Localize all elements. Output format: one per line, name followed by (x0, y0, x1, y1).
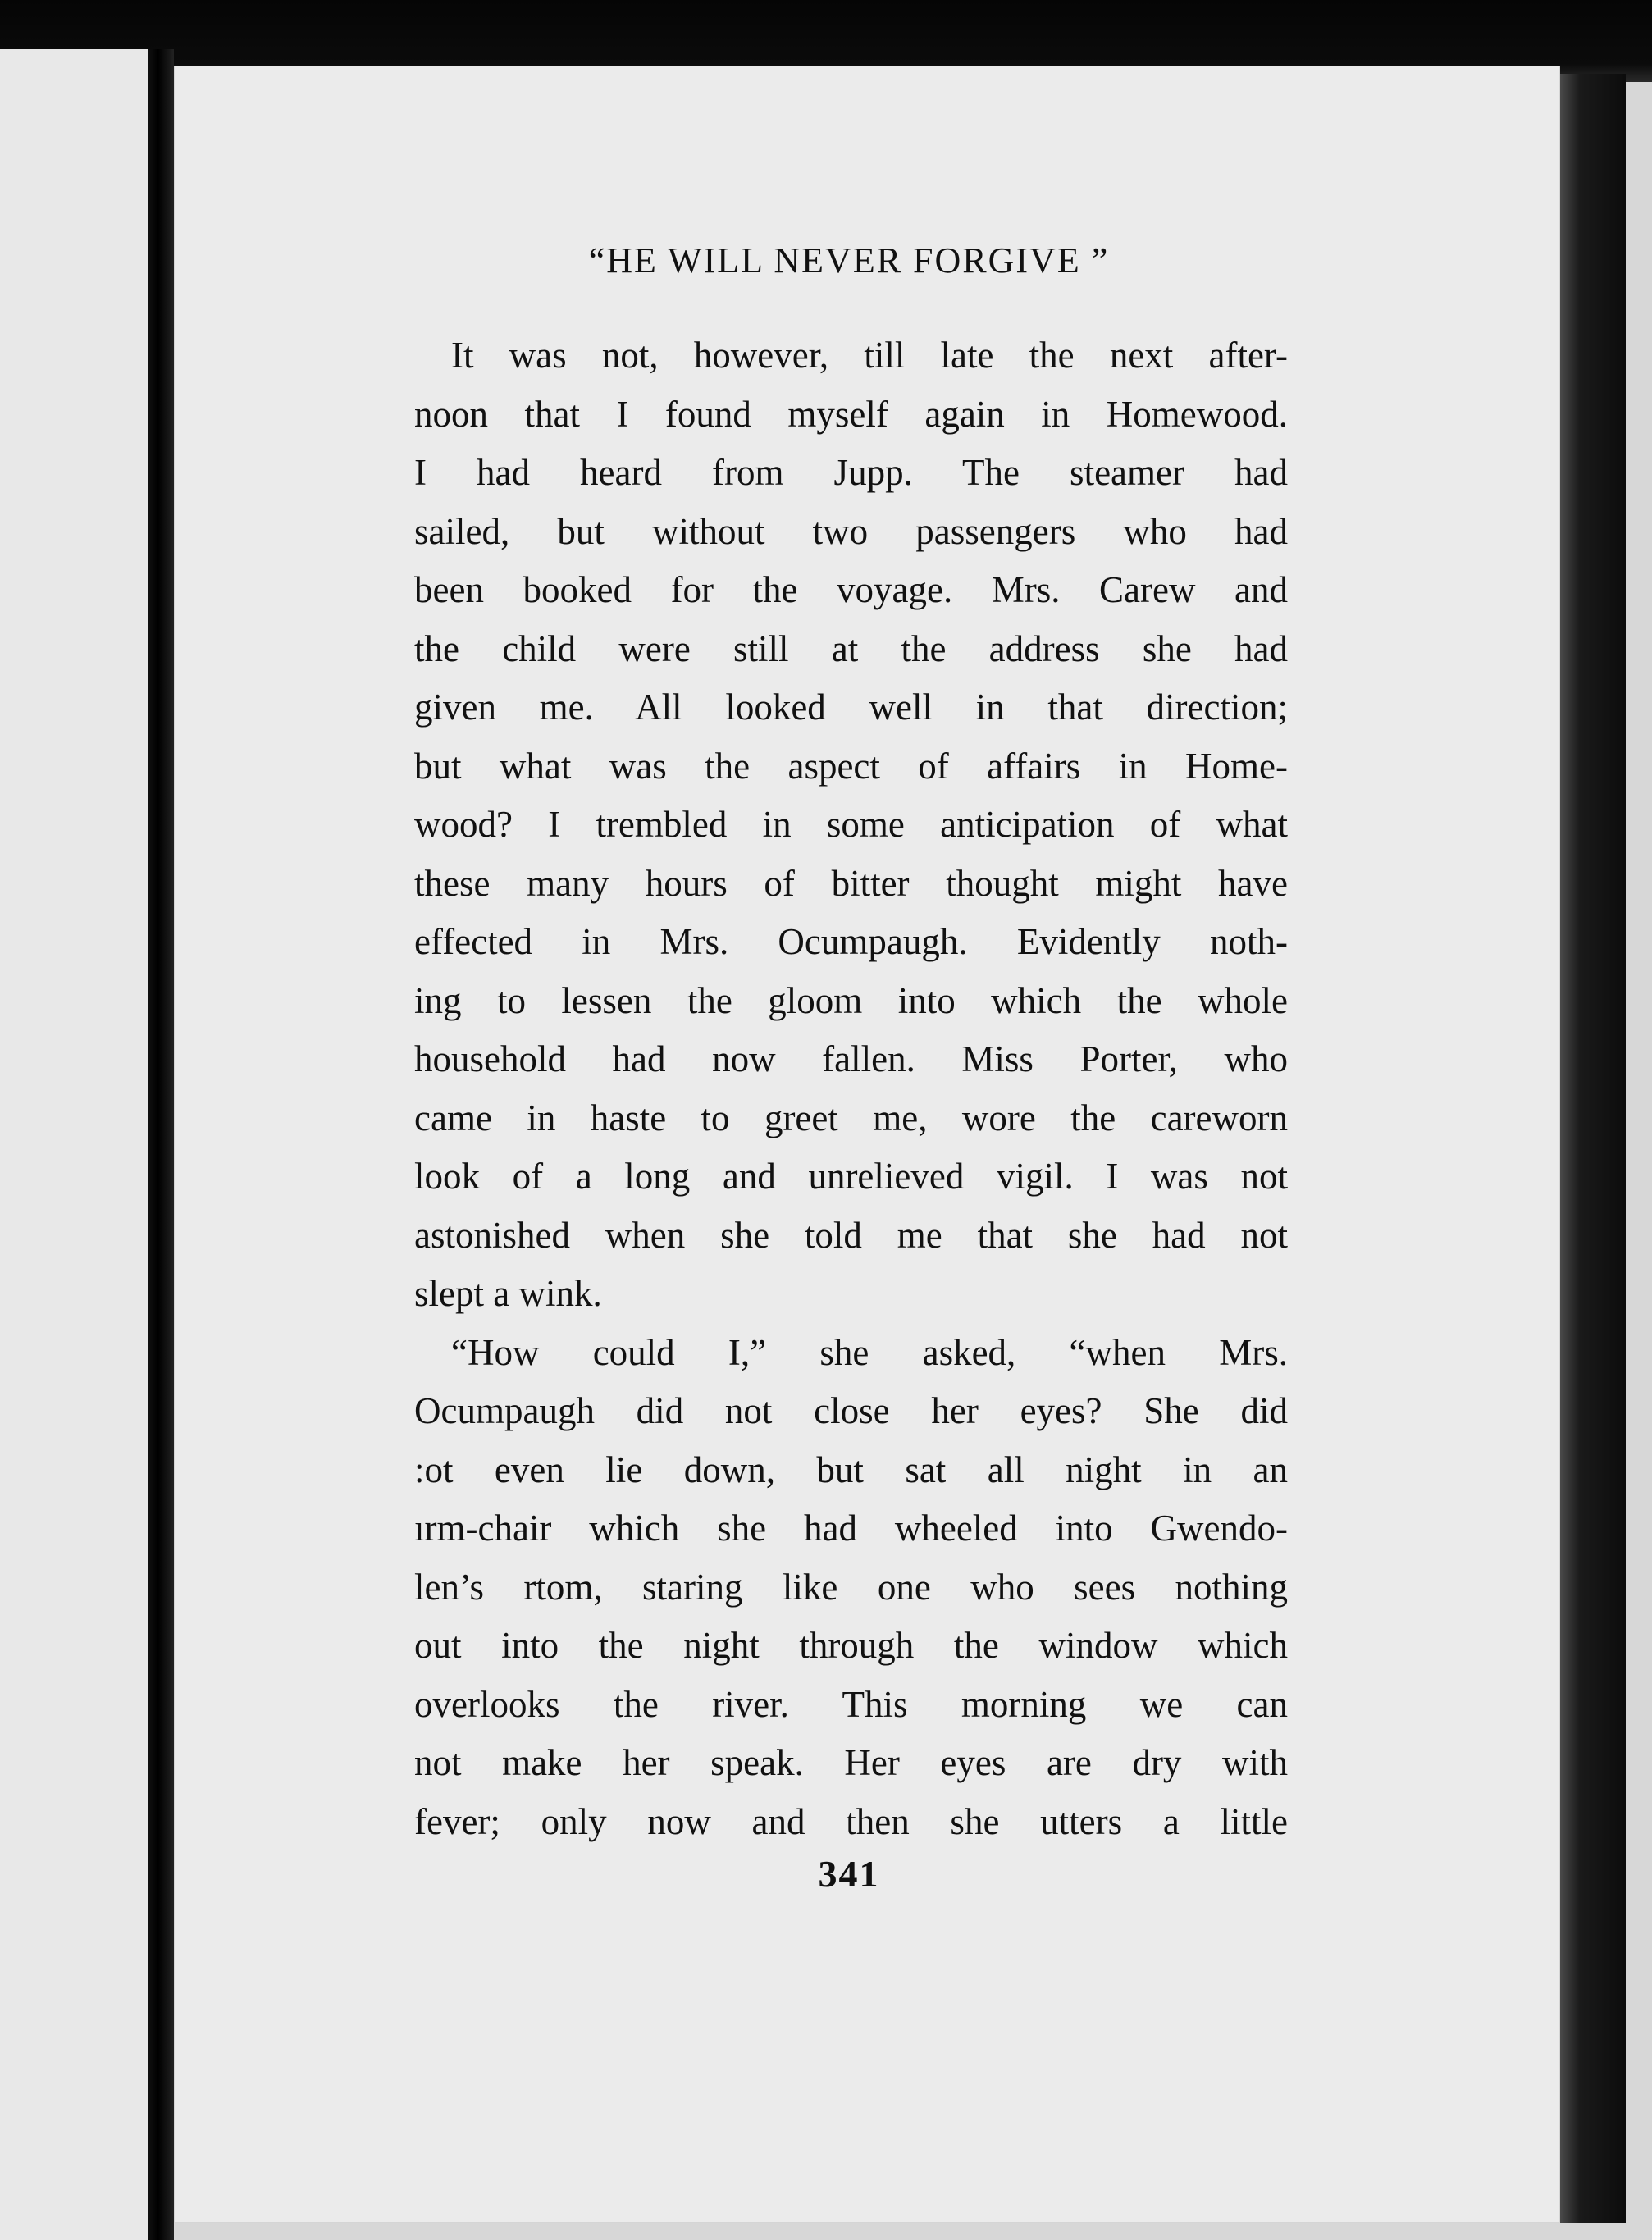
page-body-text (414, 326, 1288, 1851)
previous-page-edge (0, 49, 148, 2240)
text-line: sailed, but without two passengers who had (414, 510, 1288, 552)
text-line: look of a long and unrelieved vigil. I was not (414, 1156, 1288, 1197)
text-line: It was not, however, till late the next after- (451, 335, 1288, 376)
text-line: wood? I trembled in some anticipation of what (414, 804, 1288, 845)
text-line: fever; only now and then she utters a little (414, 1800, 1288, 1842)
text-line: not make her speak. Her eyes are dry with (414, 1742, 1288, 1783)
text-line: the child were still at the address she had (414, 627, 1288, 669)
text-line: noon that I found myself again in Homewood. (414, 393, 1288, 435)
text-line: Ocumpaugh did not close her eyes? She did (414, 1390, 1288, 1431)
text-line: household had now fallen. Miss Porter, who (414, 1038, 1288, 1079)
text-line: I had heard from Jupp. The steamer had (414, 452, 1288, 493)
text-line: these many hours of bitter thought might have (414, 862, 1288, 904)
running-head: “HE WILL NEVER FORGIVE ” (588, 240, 1110, 281)
page-edge-shadow (1560, 74, 1626, 2223)
text-line: ing to lessen the gloom into which the whole (414, 979, 1288, 1021)
text-line: came in haste to greet me, wore the careworn (414, 1097, 1288, 1138)
text-line: “How could I,” she asked, “when Mrs. (451, 1331, 1288, 1373)
text-line: slept a wink. (414, 1273, 602, 1314)
text-line: been booked for the voyage. Mrs. Carew and (414, 569, 1288, 610)
text-line: effected in Mrs. Ocumpaugh. Evidently noth- (414, 921, 1288, 962)
text-line: astonished when she told me that she had not (414, 1214, 1288, 1256)
text-line: ırm-chair which she had wheeled into Gwendo- (414, 1508, 1288, 1549)
page-number: 341 (818, 1853, 880, 1895)
text-line: overlooks the river. This morning we can (414, 1683, 1288, 1725)
text-line: :ot even lie down, but sat all night in an (414, 1448, 1288, 1490)
book-gutter (148, 49, 174, 2240)
text-line: len’s rtom, staring like one who sees nothing (414, 1566, 1288, 1608)
text-line: but what was the aspect of affairs in Home- (414, 745, 1288, 787)
text-line: given me. All looked well in that direction; (414, 687, 1288, 728)
text-line: out into the night through the window which (414, 1625, 1288, 1666)
